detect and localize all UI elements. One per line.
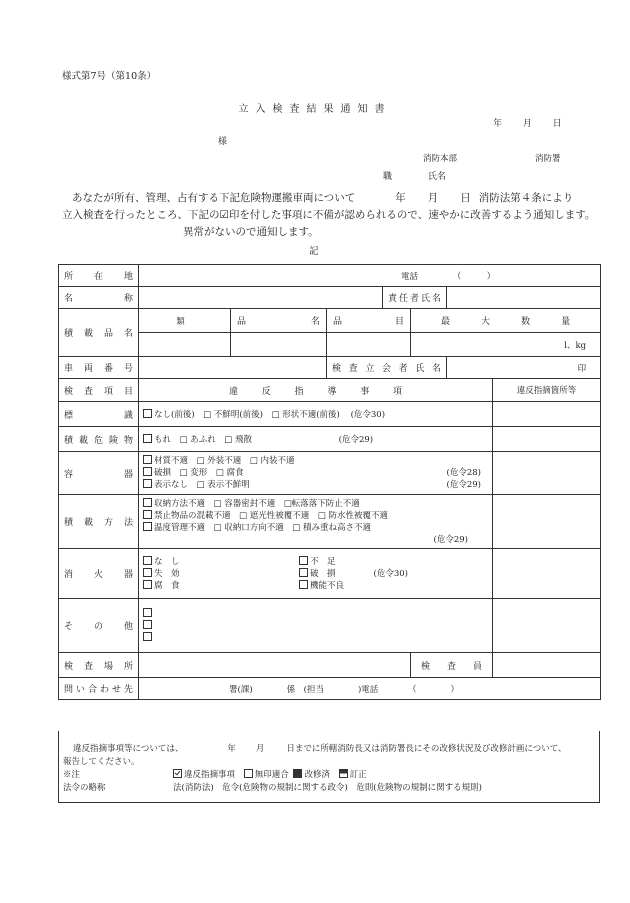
container-items[interactable] — [139, 452, 493, 495]
name-cell[interactable] — [139, 287, 383, 309]
phone-label: 電話 — [401, 271, 419, 282]
witness-cell[interactable] — [447, 357, 601, 379]
document-title: 立入検査結果通知書 — [238, 104, 392, 115]
hazmat-ref: (危令29) — [338, 435, 374, 445]
seal-mark: 印 — [577, 363, 587, 374]
notice-year: 年 — [395, 192, 406, 204]
hazmat-options: もれ □ あふれ □ 飛散 — [154, 435, 252, 445]
max-qty-cell[interactable] — [411, 333, 601, 357]
label-vehicle-no: 車両番号 — [59, 357, 139, 379]
class-cell[interactable] — [139, 333, 231, 357]
location-cell[interactable] — [139, 265, 601, 287]
label-cargo: 積載品名 — [59, 309, 139, 357]
ext-b1: 不 足 — [310, 556, 336, 567]
inspection-place-cell[interactable] — [139, 653, 411, 678]
notice-line-1-b: 消防法第４条により — [478, 192, 574, 204]
checkbox[interactable] — [143, 556, 152, 565]
notice-line-1-a: あなたが所有、管理、占有する下記危険物運搬車両について — [72, 192, 356, 204]
issue-date: 年 月 日 — [493, 119, 562, 129]
footer-notes — [58, 731, 600, 803]
footer-year: 年 — [227, 744, 236, 754]
notice-line-1 — [72, 190, 573, 205]
legend-violation: 違反指摘事項 — [184, 770, 236, 780]
name-label: 氏名 — [428, 172, 447, 182]
footer-l1-a: 違反指摘事項等については、 — [73, 744, 184, 754]
responsible-cell[interactable] — [447, 287, 601, 309]
label-other: その他 — [59, 599, 139, 653]
checkbox[interactable] — [143, 620, 152, 629]
sign-items[interactable] — [139, 402, 493, 427]
checkbox[interactable] — [143, 568, 152, 577]
checkbox[interactable] — [143, 434, 152, 443]
checkbox[interactable] — [299, 580, 308, 589]
footer-line-2: 報告してください。 — [63, 757, 140, 767]
ext-ref: (危令30) — [373, 568, 408, 579]
checkbox[interactable] — [143, 510, 152, 519]
sign-options: なし(前後) □ 不鮮明(前後) □ 形状不適(前後) — [154, 410, 340, 420]
empty-box-icon — [244, 769, 253, 778]
loading-line-1: 収納方法不適 □ 容器密封不適 □転落落下防止不適 — [154, 498, 360, 509]
label-witness: 検査立会者氏名 — [327, 357, 447, 379]
label-inspection-place: 検査場所 — [59, 653, 139, 678]
header-violation-location: 違反指摘箇所等 — [493, 379, 601, 402]
loading-line-2: 禁止物品の混載不適 □ 遮光性被覆不適 □ 防水性被覆不適 — [154, 510, 388, 521]
loading-ref: (危令29) — [433, 534, 468, 545]
footer-line-1 — [73, 742, 567, 754]
product-name-cell[interactable] — [231, 333, 327, 357]
checkbox[interactable] — [143, 409, 152, 418]
checkbox[interactable] — [143, 498, 152, 507]
container-ref-1: (危令28) — [446, 468, 481, 478]
container-line-3: 表示なし □ 表示不鮮明 — [154, 480, 250, 490]
header-violation-guidance: 違反指導事項 — [139, 379, 493, 402]
checkbox[interactable] — [299, 556, 308, 565]
sign-location-cell[interactable] — [493, 402, 601, 427]
footer-abbrev-label: 法令の略称 — [63, 783, 106, 793]
checkbox[interactable] — [143, 632, 152, 641]
label-sign: 標識 — [59, 402, 139, 427]
sign-ref: (危令30) — [350, 410, 386, 420]
extinguisher-items[interactable] — [139, 549, 493, 599]
notice-line-3: 異常がないので通知します。 — [183, 226, 319, 238]
filled-box-icon — [293, 769, 302, 778]
other-location-cell[interactable] — [493, 599, 601, 653]
ext-a2: 失 効 — [154, 568, 180, 579]
legend-repaired: 改修済 — [304, 770, 330, 780]
fire-headquarters: 消防本部 — [423, 154, 458, 164]
label-loading-method: 積載方法 — [59, 495, 139, 549]
loading-items[interactable] — [139, 495, 493, 549]
container-ref-2: (危令29) — [446, 480, 481, 490]
checkbox[interactable] — [143, 479, 152, 488]
position-label: 職 — [383, 172, 393, 182]
ext-b3: 機能不良 — [310, 580, 345, 591]
notice-line-2: 立入検査を行ったところ、下記の☑印を付した事項に不備が認められるので、速やかに改善するよう通知します。 — [62, 209, 596, 221]
container-line-2: 破損 □ 変形 □ 腐食 — [154, 468, 244, 478]
footer-note-mark: ※注 — [63, 770, 81, 780]
contact-value: 署(課) 係 (担当 )電話 （ ） — [229, 684, 460, 695]
label-inspector: 検査員 — [411, 653, 493, 678]
footer-legend — [173, 768, 367, 780]
checkbox[interactable] — [143, 608, 152, 617]
qty-unit: l、kg — [564, 340, 587, 351]
hazmat-items[interactable] — [139, 427, 493, 452]
form-number: 様式第7号（第10条） — [62, 71, 157, 82]
legend-corrected: 訂正 — [349, 770, 367, 780]
ext-a1: な し — [154, 556, 180, 567]
checked-box-icon — [173, 769, 182, 778]
col-item: 品目 — [327, 309, 411, 333]
ext-a3: 腐 食 — [154, 580, 180, 591]
footer-l1-b: 日までに所轄消防長又は消防署長にその改修状況及び改修計画について、 — [286, 744, 567, 754]
loading-line-3: 温度管理不適 □ 収納口方向不適 □ 積み重ね高さ不適 — [154, 522, 371, 533]
container-location-cell[interactable] — [493, 452, 601, 495]
label-container: 容器 — [59, 452, 139, 495]
checkbox[interactable] — [143, 580, 152, 589]
label-hazmat: 積載危険物 — [59, 427, 139, 452]
ki-mark: 記 — [309, 246, 319, 257]
recipient-sama: 様 — [218, 137, 228, 147]
col-class: 類 — [139, 309, 231, 333]
col-max-qty: 最大数量 — [411, 309, 601, 333]
label-name: 名称 — [59, 287, 139, 309]
legend-compliant: 無印適合 — [254, 770, 289, 780]
inspector-cell[interactable] — [493, 653, 601, 678]
vehicle-no-cell[interactable] — [139, 357, 327, 379]
other-items[interactable] — [139, 599, 493, 653]
col-product-name: 品名 — [231, 309, 327, 333]
label-inspection-item: 検査項目 — [59, 379, 139, 402]
item-cell[interactable] — [327, 333, 411, 357]
checkbox[interactable] — [143, 467, 152, 476]
notice-month: 月 — [427, 192, 439, 204]
half-box-icon — [339, 769, 348, 778]
loading-location-cell[interactable] — [493, 495, 601, 549]
fire-station: 消防署 — [535, 154, 561, 164]
phone-paren: （ ） — [452, 271, 496, 282]
footer-month: 月 — [255, 744, 265, 754]
extinguisher-location-cell[interactable] — [493, 549, 601, 599]
hazmat-location-cell[interactable] — [493, 427, 601, 452]
label-responsible: 責任者氏名 — [383, 287, 447, 309]
checkbox[interactable] — [143, 455, 152, 464]
ext-b2: 破 損 — [310, 568, 336, 579]
checkbox[interactable] — [143, 522, 152, 531]
contact-cell[interactable] — [139, 678, 601, 700]
label-extinguisher: 消火器 — [59, 549, 139, 599]
checkbox[interactable] — [299, 568, 308, 577]
inspection-table — [58, 264, 601, 700]
label-contact: 問い合わせ先 — [59, 678, 139, 700]
notice-day: 日 — [460, 192, 471, 204]
footer-abbrev-value: 法(消防法) 危令(危険物の規制に関する政令) 危則(危険物の規制に関する規則) — [173, 783, 482, 793]
label-location: 所在地 — [59, 265, 139, 287]
container-line-1: 材質不適 □ 外装不適 □ 内装不適 — [154, 456, 295, 466]
